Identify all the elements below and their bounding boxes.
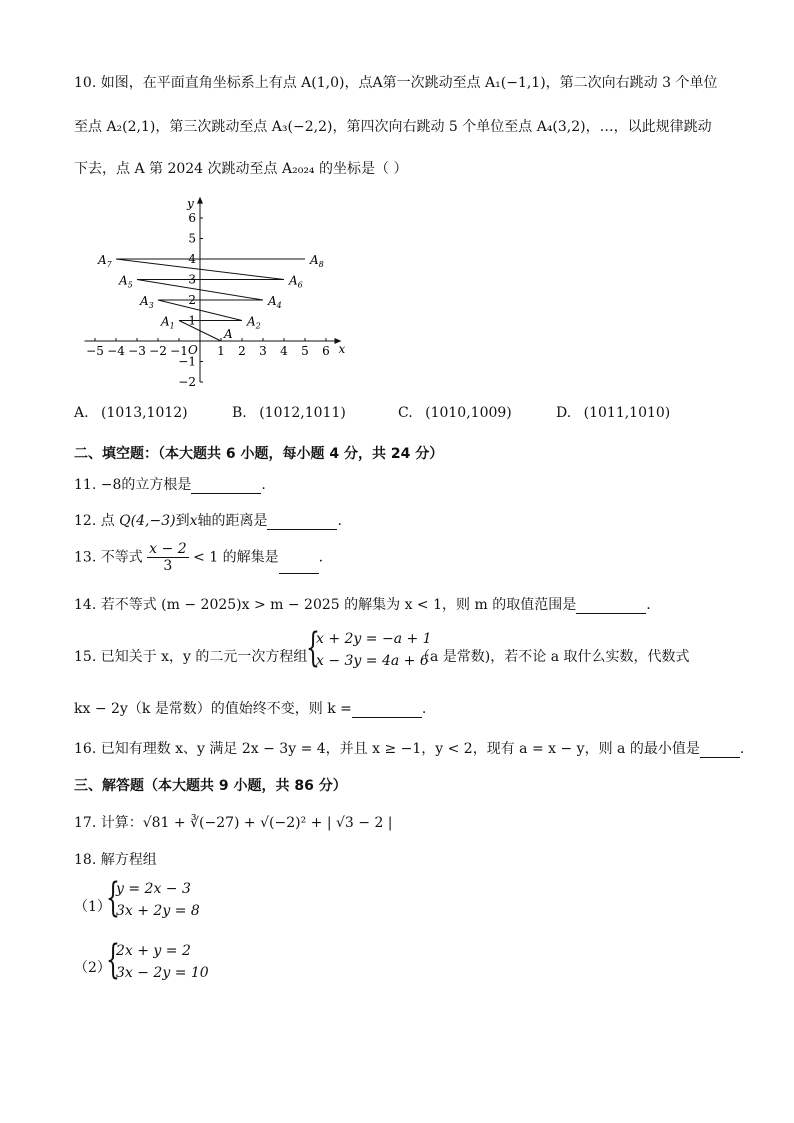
point-label-a5: $A_5$: [119, 273, 133, 290]
q15-text-c: kx − 2y（k 是常数）的值始终不变，则 k =: [74, 701, 352, 717]
q11: 11. −8的立方根是 .: [74, 477, 266, 493]
q10-option-b: [232, 405, 346, 421]
q18-sub2-brace: {: [106, 937, 120, 983]
option-value: (1012,1011): [259, 405, 346, 421]
q16-text: 16. 已知有理数 x、y 满足 2x − 3y = 4，并且 x ≥ −1，y < 2，现有 a = x − y，则 a 的最小值是: [74, 741, 700, 757]
q18-sub1-brace: {: [106, 875, 120, 921]
point-label-a8: $A_8$: [310, 253, 324, 269]
q15-line2: kx − 2y（k 是常数）的值始终不变，则 k = .: [74, 701, 427, 717]
x-tick-label: −4: [107, 344, 125, 358]
q12-point: Q(4,−3): [119, 513, 176, 529]
y-tick-label: 2: [188, 293, 196, 307]
q15-equation-1: x + 2y = −a + 1: [316, 631, 432, 647]
y-tick-label: 4: [188, 252, 196, 266]
option-value: (1013,1012): [101, 405, 188, 421]
q13: 13. 不等式 $\frac{x - 2}{3}$ < 1 的解集是 .: [74, 541, 324, 574]
q12: 12. 点 Q(4,−3)到x轴的距离是 .: [74, 513, 342, 529]
x-tick-label: −3: [128, 344, 146, 358]
q18: 18. 解方程组: [74, 852, 157, 868]
x-tick-label: 4: [280, 344, 288, 358]
q10-line3: 下去，点 A 第 2024 次跳动至点 A₂₀₂₄ 的坐标是（ ）: [74, 161, 408, 177]
point-label-a: A: [224, 327, 233, 341]
point-label-a7: $A_7$: [98, 253, 112, 269]
q15-equation-2: x − 3y = 4a + 6: [316, 653, 429, 669]
answer-blank: [576, 599, 646, 614]
q18-sub2-system: [116, 940, 209, 984]
section3-heading: 三、解答题（本大题共 9 小题，共 86 分）: [74, 778, 347, 794]
y-axis-arrow: [197, 197, 203, 204]
q12-text-c: 到: [175, 513, 190, 529]
option-label: C.: [398, 405, 413, 421]
q12-text-a: 12. 点: [74, 513, 115, 529]
section2-heading: 二、填空题：（本大题共 6 小题，每小题 4 分，共 24 分）: [74, 446, 444, 462]
q10-option-a: [74, 405, 188, 421]
y-tick-label: −2: [178, 375, 196, 389]
q12-text-e: 轴的距离是: [197, 513, 268, 529]
x-tick-label: 2: [238, 344, 246, 358]
q13-text-a: 13. 不等式: [74, 549, 143, 566]
q15-brace: {: [306, 625, 320, 671]
x-tick-label: −2: [149, 344, 167, 358]
q18-sub2-equation-2: 3x − 2y = 10: [116, 965, 209, 981]
option-value: (1010,1009): [425, 405, 512, 421]
option-label: D.: [556, 405, 572, 421]
q16: 16. 已知有理数 x、y 满足 2x − 3y = 4，并且 x ≥ −1，y < 2，现有 a = x − y，则 a 的最小值是 .: [74, 741, 745, 757]
q18-sub1-equation-2: 3x + 2y = 8: [116, 903, 200, 919]
point-label-a3: $A_3$: [140, 294, 154, 310]
q14: 14. 若不等式 (m − 2025)x > m − 2025 的解集为 x < 1，则 m 的取值范围是 .: [74, 597, 651, 613]
y-tick-label: 1: [188, 313, 196, 328]
x-tick-label: 1: [217, 344, 225, 358]
fraction-denominator: 3: [163, 558, 173, 574]
answer-blank: [191, 479, 261, 494]
point-label-a4: $A_4$: [268, 294, 282, 310]
q15-text-b: （a 是常数)，若不论 a 取什么实数，代数式: [416, 649, 690, 665]
point-label-a6: $A_6$: [289, 273, 303, 290]
q13-text-b: < 1 的解集是: [193, 549, 279, 566]
q17: 17. 计算：√81 + ∛(−27) + √(−2)² + | √3 − 2 |: [74, 815, 393, 831]
q11-text: 11. −8的立方根是: [74, 477, 192, 493]
q14-text: 14. 若不等式 (m − 2025)x > m − 2025 的解集为 x < 1，则 m 的取值范围是: [74, 597, 577, 613]
answer-blank: [279, 559, 319, 574]
q15-text-a: 15. 已知关于 x，y 的二元一次方程组: [74, 649, 308, 665]
q10-option-d: [556, 405, 670, 421]
q15-system: [316, 628, 432, 672]
q10-line2: 至点 A₂(2,1)，第三次跳动至点 A₃(−2,2)，第四次向右跳动 5 个单位至点 A₄(3,2)，…，以此规律跳动: [74, 119, 712, 135]
answer-blank: [267, 515, 337, 530]
x-tick-label: 6: [322, 344, 330, 358]
x-tick-label: −5: [86, 344, 104, 358]
fraction-numerator: x − 2: [149, 541, 187, 557]
x-tick-label: 3: [259, 344, 267, 358]
point-label-a1: $A_1$: [161, 314, 175, 331]
y-tick-label: 3: [188, 272, 196, 287]
q10-line1: 10. 如图，在平面直角坐标系上有点 A(1,0)，点A第一次跳动至点 A₁(−1,1)，第二次向右跳动 3 个单位: [74, 75, 718, 91]
y-tick-label: 5: [188, 231, 196, 246]
q18-sub1-system: [116, 878, 200, 922]
q18-sub1-equation-1: y = 2x − 3: [116, 881, 191, 897]
option-value: (1011,1010): [583, 405, 671, 421]
q10-option-c: [398, 405, 512, 421]
x-tick-label: 5: [301, 344, 309, 358]
y-tick-label: −1: [178, 354, 196, 369]
q12-axis: x: [189, 513, 198, 529]
q18-sub1-label: （1）: [74, 899, 111, 915]
q18-sub2-label: （2）: [74, 960, 111, 976]
answer-blank: [700, 743, 740, 758]
x-axis-label: x: [338, 342, 346, 356]
y-tick-label: 6: [188, 211, 196, 225]
option-label: A.: [74, 405, 89, 421]
q18-sub2-equation-1: 2x + y = 2: [116, 943, 191, 959]
option-label: B.: [232, 405, 247, 421]
point-label-a2: $A_2$: [247, 314, 261, 331]
x-tick-label: −1: [170, 344, 188, 358]
y-axis-label: y: [187, 196, 194, 211]
answer-blank: [352, 703, 422, 718]
coordinate-chart: [70, 186, 360, 394]
origin-label: O: [188, 343, 198, 357]
q13-fraction: [147, 541, 188, 574]
